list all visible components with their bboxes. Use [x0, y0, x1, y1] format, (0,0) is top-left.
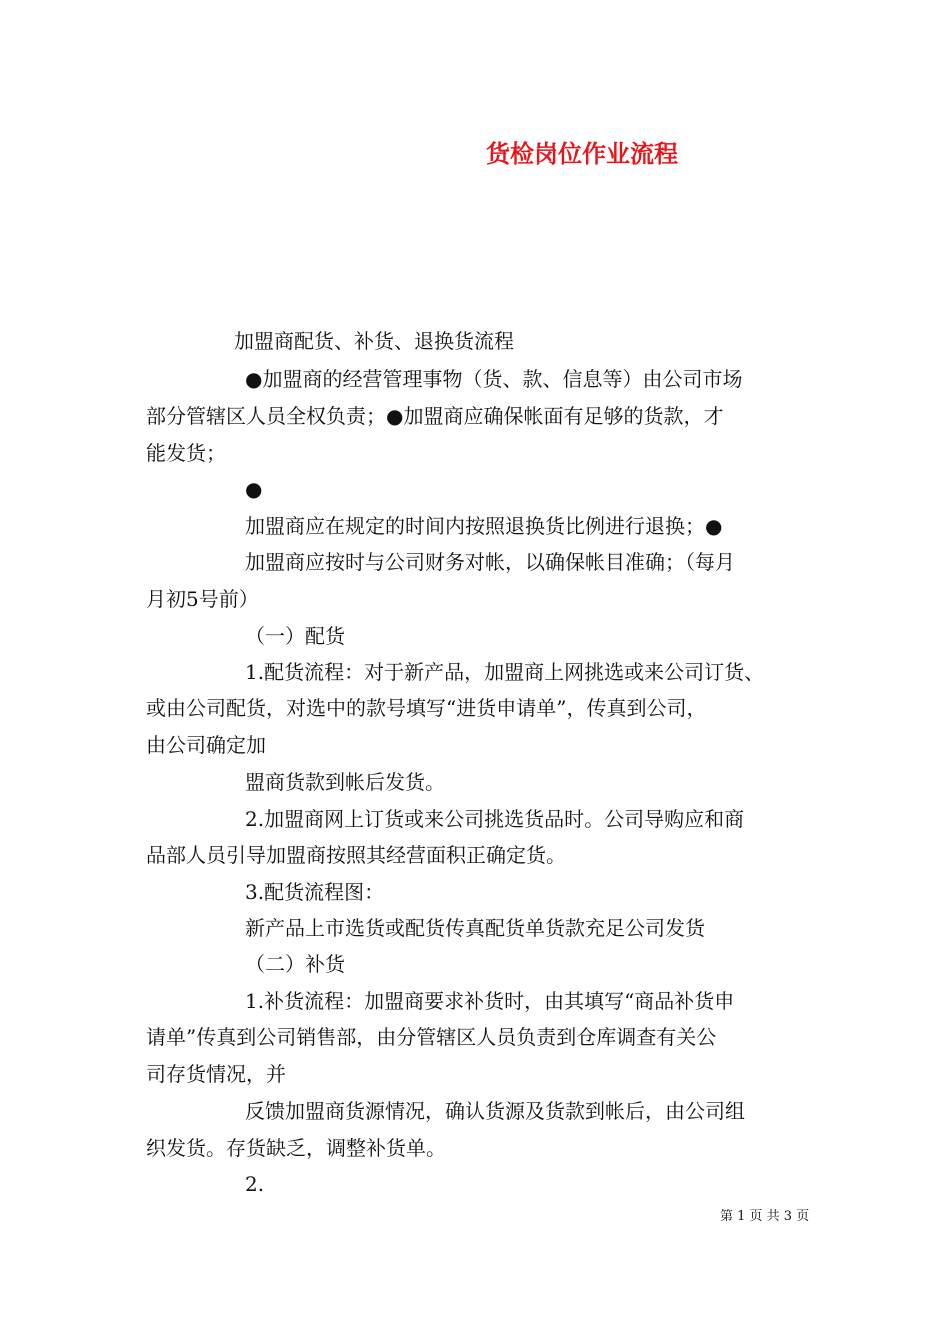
paragraph-line: 月初5号前） — [146, 587, 259, 611]
paragraph-line: 1.补货流程：加盟商要求补货时，由其填写“商品补货申 — [245, 989, 735, 1013]
paragraph-line: 盟商货款到帐后发货。 — [245, 770, 445, 794]
paragraph-line: 加盟商应按时与公司财务对帐，以确保帐目准确；（每月 — [245, 550, 735, 574]
paragraph-line: 2.加盟商网上订货或来公司挑选货品时。公司导购应和商 — [245, 807, 745, 831]
paragraph-line: 织发货。存货缺乏，调整补货单。 — [146, 1136, 446, 1160]
paragraph-line: 司存货情况，并 — [146, 1062, 286, 1086]
section-heading: 加盟商配货、补货、退换货流程 — [234, 329, 514, 353]
paragraph-line: 部分管辖区人员全权负责；●加盟商应确保帐面有足够的货款，才 — [146, 404, 724, 428]
paragraph-line: 请单”传真到公司销售部，由分管辖区人员负责到仓库调查有关公 — [146, 1025, 717, 1049]
document-title: 货检岗位作业流程 — [486, 139, 678, 168]
bullet-line: ● — [245, 477, 263, 501]
subsection-heading: （二）补货 — [245, 952, 345, 976]
paragraph-line: 新产品上市选货或配货传真配货单货款充足公司发货 — [245, 916, 705, 940]
paragraph-line: 品部人员引导加盟商按照其经营面积正确定货。 — [146, 843, 566, 867]
subsection-heading: （一）配货 — [245, 624, 345, 648]
paragraph-line: 或由公司配货，对选中的款号填写“进货申请单”，传真到公司， — [146, 696, 707, 720]
paragraph-line: 反馈加盟商货源情况，确认货源及货款到帐后，由公司组 — [245, 1099, 745, 1123]
paragraph-line: ●加盟商的经营管理事物（货、款、信息等）由公司市场 — [245, 367, 743, 391]
paragraph-line: 加盟商应在规定的时间内按照退换货比例进行退换；● — [245, 514, 723, 538]
paragraph-line: 3.配货流程图： — [245, 880, 385, 904]
paragraph-line: 2. — [245, 1172, 265, 1196]
page-footer: 第 1 页 共 3 页 — [720, 1209, 810, 1224]
paragraph-line: 能发货； — [146, 441, 226, 465]
paragraph-line: 1.配货流程：对于新产品，加盟商上网挑选或来公司订货、 — [245, 660, 765, 684]
paragraph-line: 由公司确定加 — [146, 733, 266, 757]
